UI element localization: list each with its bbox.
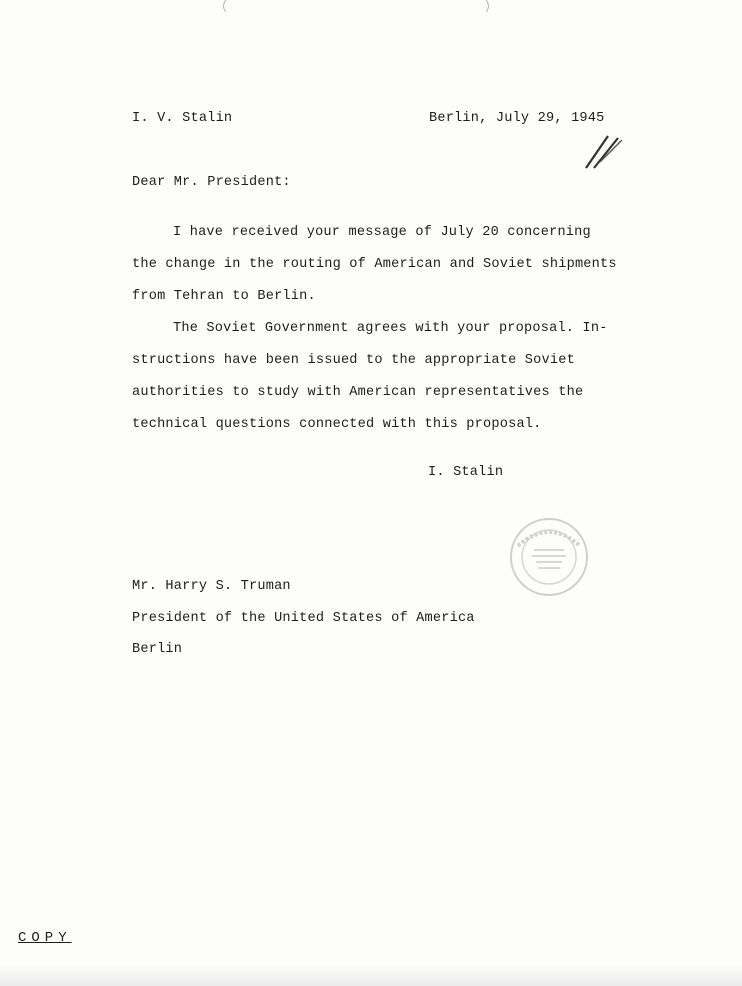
addressee-title: President of the United States of America	[132, 611, 475, 626]
copy-label: COPY	[18, 930, 72, 946]
body-line: the change in the routing of American and Soviet shipments	[132, 257, 617, 272]
paper-mark	[220, 0, 228, 12]
salutation: Dear Mr. President:	[132, 175, 291, 190]
library-stamp	[506, 516, 592, 598]
handwritten-check-marks	[578, 132, 628, 172]
body-line: structions have been issued to the appropriate Soviet	[132, 353, 575, 368]
scan-edge	[0, 964, 742, 986]
body-line: The Soviet Government agrees with your proposal. In-	[173, 321, 608, 336]
body-line: technical questions connected with this proposal.	[132, 417, 542, 432]
addressee-name: Mr. Harry S. Truman	[132, 579, 291, 594]
body-line: from Tehran to Berlin.	[132, 289, 316, 304]
signature: I. Stalin	[428, 465, 504, 480]
addressee-location: Berlin	[132, 642, 183, 657]
place-date: Berlin, July 29, 1945	[429, 111, 605, 126]
paper-mark	[484, 0, 492, 12]
body-line: I have received your message of July 20 concerning	[173, 225, 591, 240]
body-line: authorities to study with American representatives the	[132, 385, 584, 400]
sender-name: I. V. Stalin	[132, 111, 233, 126]
